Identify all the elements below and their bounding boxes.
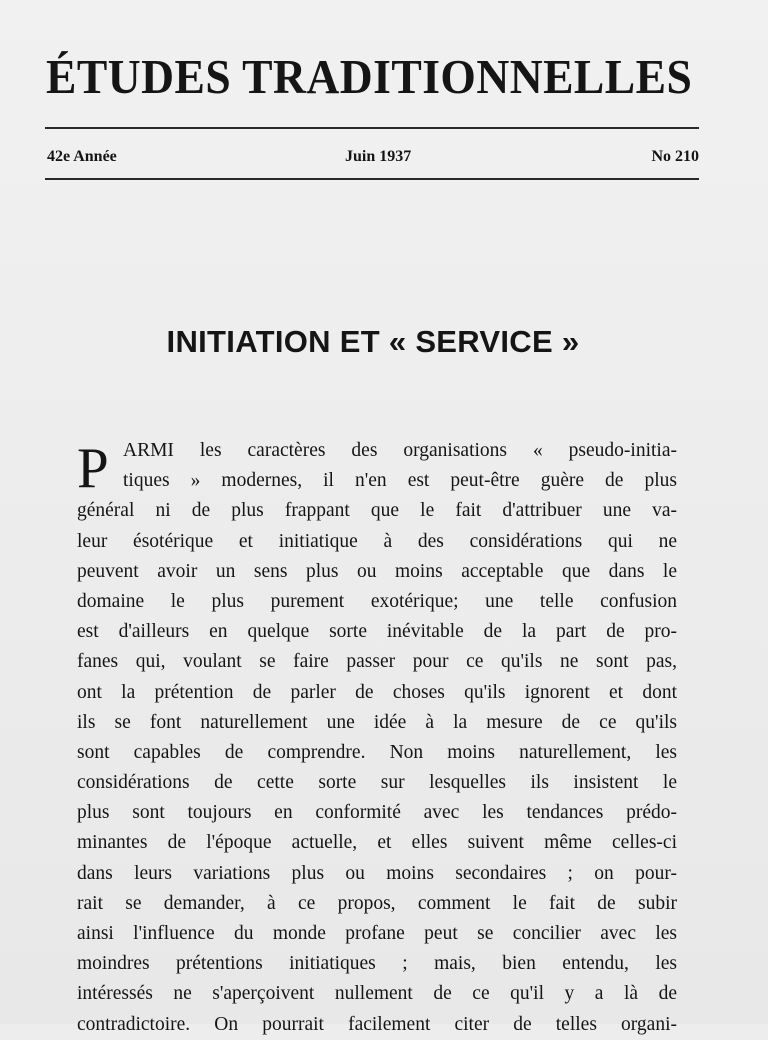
body-line: intéressés ne s'aperçoivent nullement de ce qu'il y a là de	[77, 983, 677, 1005]
body-line: considérations de cette sorte sur lesquelles ils insistent le	[77, 772, 677, 794]
body-line: ils se font naturellement une idée à la mesure de ce qu'ils	[77, 711, 677, 733]
body-line: est d'ailleurs en quelque sorte inévitable de la part de pro-	[77, 621, 677, 643]
body-line: rait se demander, à ce propos, comment le fait de subir	[77, 892, 677, 914]
body-line: général ni de plus frappant que le fait d'attribuer une va-	[77, 500, 677, 522]
article-body	[77, 436, 677, 1035]
body-line: fanes qui, voulant se faire passer pour ce qu'ils ne sont pas,	[77, 651, 677, 673]
issue-info-row	[45, 146, 699, 168]
body-line: dans leurs variations plus ou moins secondaires ; on pour-	[77, 862, 677, 884]
article-title: INITIATION ET « SERVICE »	[166, 324, 580, 359]
drop-cap: P	[77, 437, 109, 500]
issue-date: Juin 1937	[345, 148, 412, 165]
body-line: leur ésotérique et initiatique à des considérations qui ne	[77, 530, 677, 552]
header-rule-bottom	[45, 178, 699, 180]
body-line: domaine le plus purement exotérique; une telle confusion	[77, 590, 677, 612]
header-rule-top	[45, 127, 699, 129]
body-line: plus sont toujours en conformité avec les tendances prédo-	[77, 802, 677, 824]
first-word-smallcaps: ARMI	[123, 440, 174, 461]
body-line: sont capables de comprendre. Non moins naturellement, les	[77, 741, 677, 763]
journal-title: ÉTUDES TRADITIONNELLES	[46, 49, 693, 104]
body-line: peuvent avoir un sens plus ou moins acceptable que dans le	[77, 560, 677, 582]
body-line: ont la prétention de parler de choses qu'ils ignorent et dont	[77, 681, 677, 703]
issue-year: 42e Année	[47, 148, 117, 165]
body-line: ainsi l'influence du monde profane peut se concilier avec les	[77, 923, 677, 944]
body-line: contradictoire. On pourrait facilement citer de telles organi-	[77, 1013, 677, 1035]
issue-number: No 210	[651, 148, 699, 165]
body-line: tiques » modernes, il n'en est peut-être guère de plus	[123, 470, 677, 492]
body-line: minantes de l'époque actuelle, et elles suivent même celles-ci	[77, 832, 677, 854]
body-line: moindres prétentions initiatiques ; mais, bien entendu, les	[77, 953, 677, 975]
body-line: ARMI les caractères des organisations « pseudo-initia-	[123, 440, 677, 461]
